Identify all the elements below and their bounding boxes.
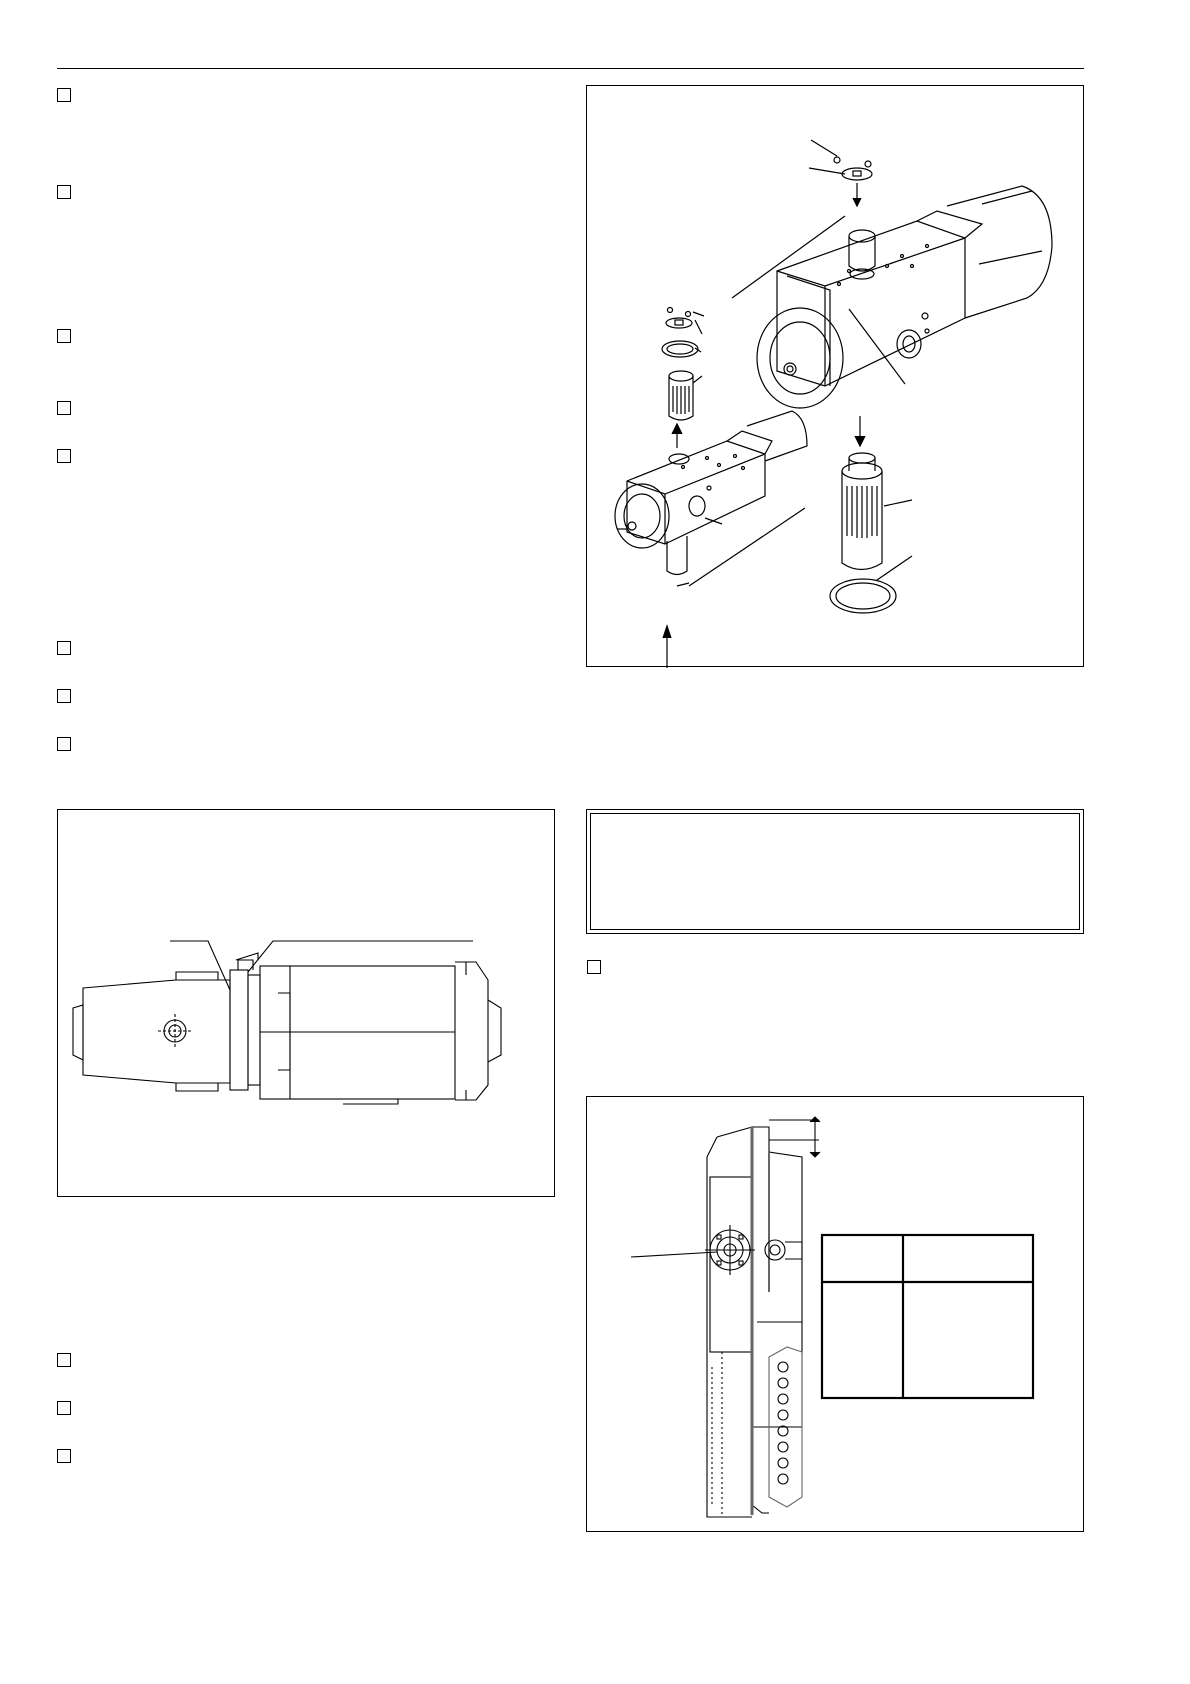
note-box bbox=[586, 809, 1084, 934]
actuator-section-drawing bbox=[587, 1097, 1085, 1533]
checkbox-step-11[interactable] bbox=[57, 1449, 71, 1463]
checkbox-step-1[interactable] bbox=[57, 88, 71, 102]
checkbox-step-10[interactable] bbox=[57, 1401, 71, 1415]
section-figure bbox=[586, 1096, 1084, 1532]
checkbox-step-5[interactable] bbox=[57, 449, 71, 463]
header-rule bbox=[57, 68, 1084, 69]
checkbox-step-4[interactable] bbox=[57, 401, 71, 415]
checkbox-step-9[interactable] bbox=[57, 1353, 71, 1367]
note-box-inner-border bbox=[590, 813, 1080, 930]
checkbox-step-3[interactable] bbox=[57, 329, 71, 343]
checkbox-step-6[interactable] bbox=[57, 641, 71, 655]
checkbox-step-8[interactable] bbox=[57, 737, 71, 751]
exploded-assembly-figure bbox=[586, 85, 1084, 667]
exploded-actuator-drawing bbox=[587, 86, 1085, 668]
checkbox-step-2[interactable] bbox=[57, 185, 71, 199]
side-view-figure bbox=[57, 809, 555, 1197]
checkbox-step-12[interactable] bbox=[587, 960, 601, 974]
actuator-side-view-drawing bbox=[58, 810, 556, 1198]
checkbox-step-7[interactable] bbox=[57, 689, 71, 703]
